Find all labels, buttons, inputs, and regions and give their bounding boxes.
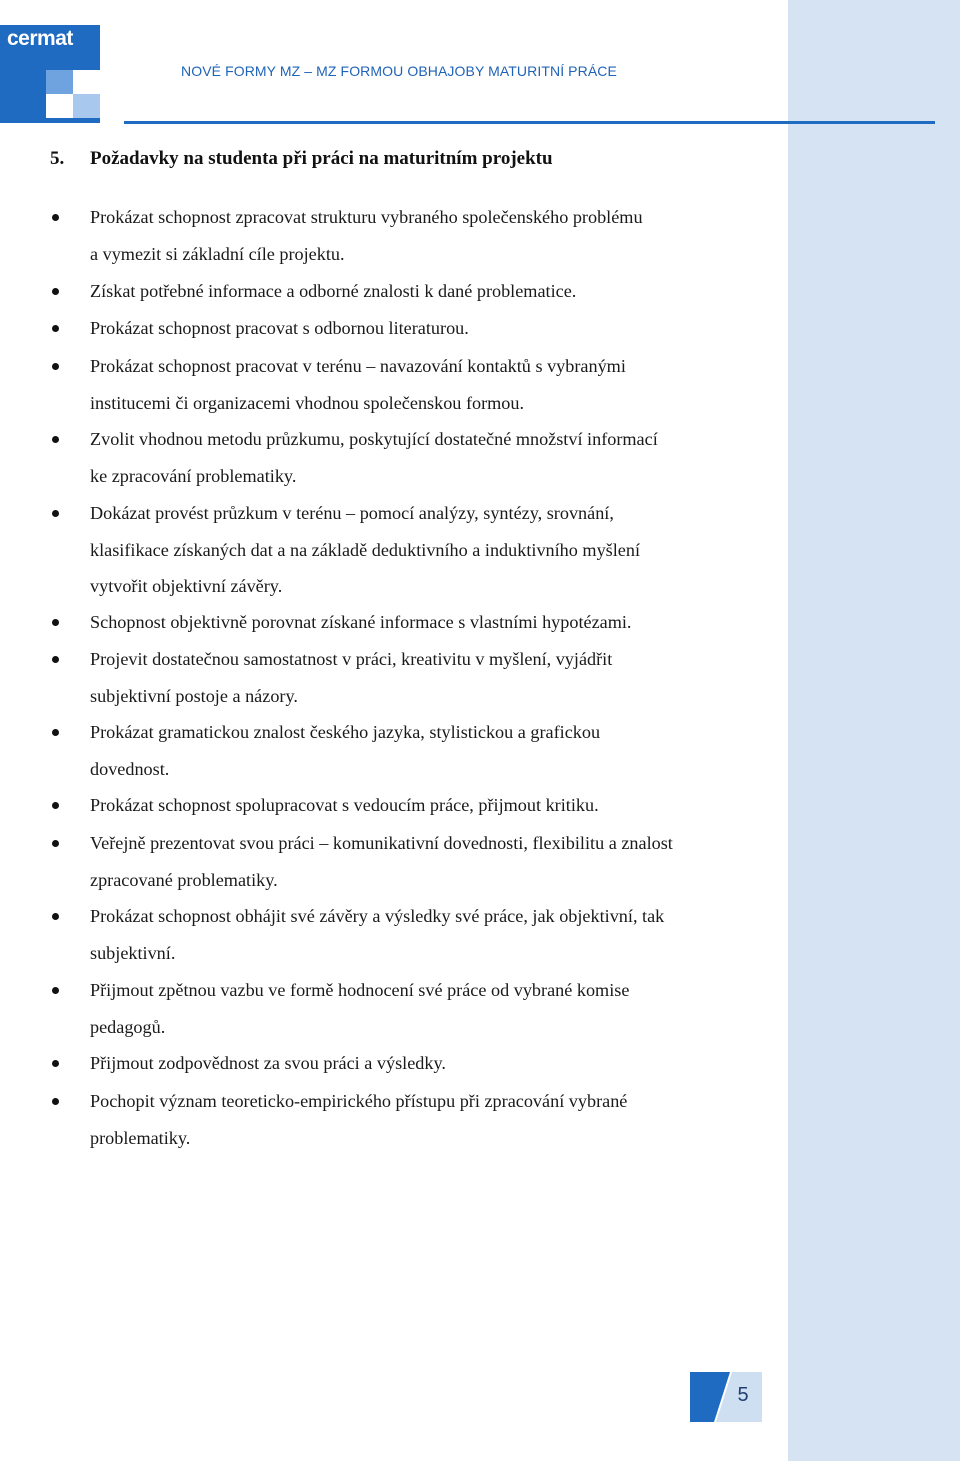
bullet-icon [52, 619, 59, 626]
bullet-icon [52, 1098, 59, 1105]
list-item: Získat potřebné informace a odborné znalosti k dané problematice. [90, 273, 780, 310]
bullet-icon [52, 840, 59, 847]
bullet-icon [52, 436, 59, 443]
list-item: Prokázat schopnost pracovat s odbornou literaturou. [90, 310, 780, 347]
page-number: 5 [737, 1384, 749, 1406]
cermat-logo [0, 25, 100, 123]
bullet-icon [52, 288, 59, 295]
bullet-icon [52, 1060, 59, 1067]
list-item: Prokázat gramatickou znalost českého jazyka, stylistickou a grafickou dovednost. [90, 714, 780, 787]
list-item: Prokázat schopnost obhájit své závěry a výsledky své práce, jak objektivní, tak subjektivní. [90, 898, 780, 971]
header-divider [124, 121, 935, 124]
list-item: Pochopit význam teoreticko-empirického přístupu při zpracování vybrané problematiky. [90, 1083, 780, 1156]
list-item: Veřejně prezentovat svou práci – komunikativní dovednosti, flexibilitu a znalost zpracované problematiky. [90, 825, 780, 898]
page-number-badge [690, 1372, 762, 1422]
bullet-icon [52, 729, 59, 736]
list-item: Prokázat schopnost spolupracovat s vedoucím práce, přijmout kritiku. [90, 787, 780, 824]
bullet-icon [52, 214, 59, 221]
bullet-icon [52, 656, 59, 663]
bullet-icon [52, 913, 59, 920]
bullet-icon [52, 325, 59, 332]
list-item: Prokázat schopnost zpracovat strukturu vybraného společenského problému a vymezit si základní cíle projektu. [90, 199, 780, 272]
section-title: Požadavky na studenta při práci na maturitním projektu [90, 148, 553, 169]
side-band [788, 0, 960, 1461]
list-item: Zvolit vhodnou metodu průzkumu, poskytující dostatečné množství informací ke zpracování problematiky. [90, 421, 780, 494]
bullet-icon [52, 987, 59, 994]
bullet-icon [52, 363, 59, 370]
list-item: Dokázat provést průzkum v terénu – pomocí analýzy, syntézy, srovnání, klasifikace získaných dat a na základě deduktivního a induktivního myšlení vytvořit objektivní závěry. [90, 495, 780, 605]
list-item: Přijmout zodpovědnost za svou práci a výsledky. [90, 1045, 780, 1082]
bullet-icon [52, 802, 59, 809]
list-item: Prokázat schopnost pracovat v terénu – navazování kontaktů s vybranými institucemi či organizacemi vhodnou společenskou formou. [90, 348, 780, 421]
logo-text: cermat [7, 27, 73, 50]
bullet-icon [52, 510, 59, 517]
list-item: Projevit dostatečnou samostatnost v práci, kreativitu v myšlení, vyjádřit subjektivní postoje a názory. [90, 641, 780, 714]
section-number: 5. [50, 148, 65, 169]
list-item: Schopnost objektivně porovnat získané informace s vlastními hypotézami. [90, 604, 780, 641]
list-item: Přijmout zpětnou vazbu ve formě hodnocení své práce od vybrané komise pedagogů. [90, 972, 780, 1045]
header-title: NOVÉ FORMY MZ – MZ FORMOU OBHAJOBY MATURITNÍ PRÁCE [181, 63, 617, 79]
section-heading [50, 148, 553, 170]
